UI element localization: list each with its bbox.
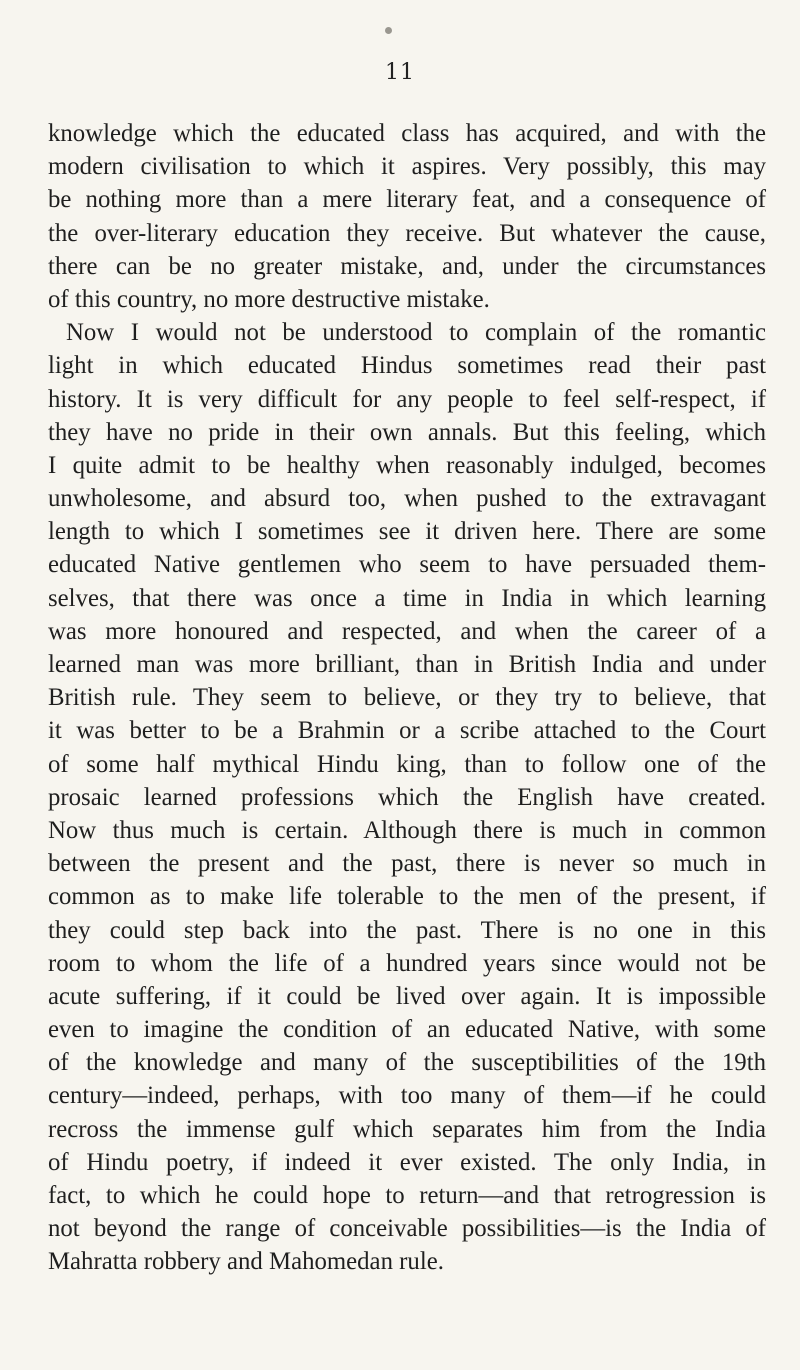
text-line: not beyond the range of conceivable possibilities—is the India of (48, 1215, 766, 1243)
text-line: Mahratta robbery and Mahomedan rule. (48, 1248, 444, 1276)
text-line: they have no pride in their own annals. But this feeling, which (48, 418, 766, 446)
text-line: modern civilisation to which it aspires. Very possibly, this may (48, 153, 766, 181)
text-line: Now thus much is certain. Although there is much in common (48, 816, 766, 844)
text-line: of the knowledge and many of the susceptibilities of the 19th (48, 1049, 766, 1077)
text-line: learned man was more brilliant, than in British India and under (48, 651, 766, 678)
text-line: acute suffering, if it could be lived over again. It is impossible (48, 982, 766, 1010)
text-line: history. It is very difficult for any people to feel self-respect, if (48, 385, 766, 413)
text-line: be nothing more than a mere literary feat, and a consequence of (48, 186, 766, 214)
text-line: even to imagine the condition of an educated Native, with some (48, 1016, 766, 1044)
text-line: common as to make life tolerable to the men of the present, if (48, 883, 766, 911)
page-number: 11 (385, 60, 415, 85)
text-line: there can be no greater mistake, and, under the circumstances (48, 252, 766, 280)
text-line: prosaic learned professions which the English have created. (48, 783, 766, 811)
text-line: was more honoured and respected, and when the career of a (48, 617, 766, 645)
text-line: unwholesome, and absurd too, when pushed to the extravagant (48, 485, 766, 513)
text-line: of Hindu poetry, if indeed it ever existed. The only India, in (48, 1148, 766, 1176)
text-line: of some half mythical Hindu king, than to follow one of the (48, 750, 766, 778)
text-line: room to whom the life of a hundred years since would not be (48, 949, 766, 977)
text-line: fact, to which he could hope to return—and that retrogression is (48, 1182, 766, 1209)
text-line: they could step back into the past. There is no one in this (48, 916, 766, 944)
text-line: century—indeed, perhaps, with too many of them—if he could (48, 1082, 766, 1110)
text-line: selves, that there was once a time in India in which learning (48, 584, 766, 612)
ink-speck (385, 27, 392, 34)
text-line: the over-literary education they receive. But whatever the cause, (48, 219, 766, 247)
text-line: of this country, no more destructive mistake. (48, 285, 490, 313)
text-line: British rule. They seem to believe, or they try to believe, that (48, 684, 766, 712)
text-line: educated Native gentlemen who seem to have persuaded them- (48, 551, 766, 579)
text-line: it was better to be a Brahmin or a scribe attached to the Court (48, 717, 766, 745)
text-line: between the present and the past, there is never so much in (48, 850, 766, 878)
text-line: Now I would not be understood to complain of the romantic (66, 319, 766, 347)
text-line: recross the immense gulf which separates him from the India (48, 1115, 766, 1143)
body-text (48, 117, 766, 1279)
text-line: light in which educated Hindus sometimes read their past (48, 352, 766, 380)
text-line: I quite admit to be healthy when reasonably indulged, becomes (48, 451, 766, 479)
text-line: length to which I sometimes see it driven here. There are some (48, 518, 766, 546)
text-line: knowledge which the educated class has acquired, and with the (48, 120, 766, 147)
